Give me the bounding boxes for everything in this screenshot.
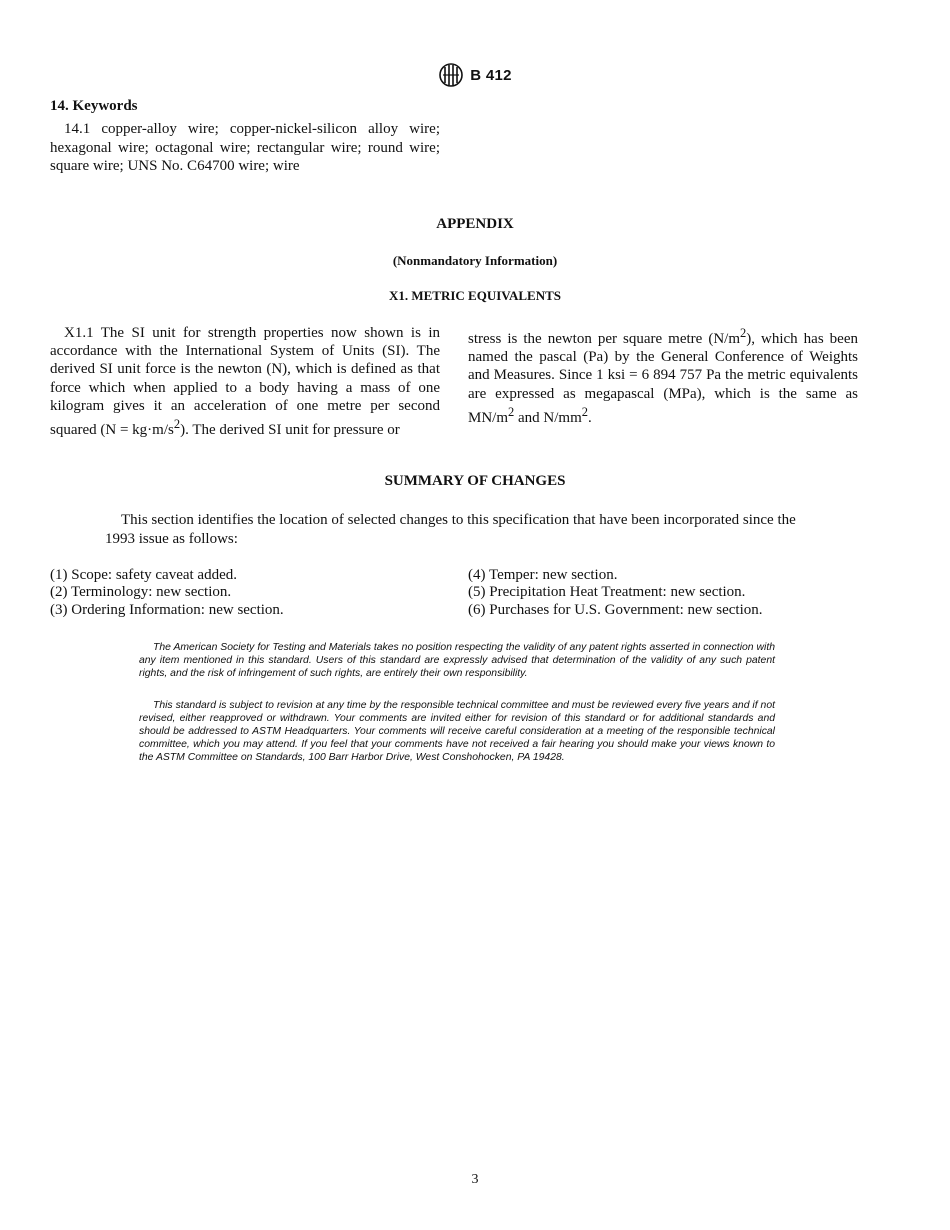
superscript: 2 [581,404,589,419]
metric-text-3: stress is the newton per square metre (N/m [468,331,740,347]
superscript: 2 [740,326,747,340]
page-header [0,62,950,88]
list-item: (5) Precipitation Heat Treatment: new section. [468,584,746,601]
revision-notice: This standard is subject to revision at any time by the responsible technical committee and must be reviewed every five years and if not revised, either reapproved or withdrawn. Your comments are invited either for revision of this standard or for additional standards and should be addressed to ASTM Headquarters. Your comments will receive careful consideration at a meeting of the responsible technical committee, which you may attend. If you feel that your comments have not received a fair hearing you should make your views known to the ASTM Committee on Standards, 100 Barr Harbor Drive, West Conshohocken, PA 19428. [139,700,775,763]
metric-paragraph-left [50,324,440,439]
changes-list [50,567,910,619]
superscript: 2 [508,404,515,419]
summary-of-changes-title: SUMMARY OF CHANGES [384,473,566,489]
appendix-title: APPENDIX [436,216,514,232]
patent-notice: The American Society for Testing and Materials takes no position respecting the validity of any patent rights asserted in connection with any item mentioned in this standard. Users of this standard are expressly advised that determination of the validity of any such patent rights, and the risk of infringement of such rights, are entirely their own responsibility. [139,642,775,679]
metric-text-4: ), which has been named the pascal (Pa) by the General Conference of Weights and Measures. Since 1 ksi = 6 894 757 Pa the metric equivalents are expressed as megapascal (MPa), which is the same as MN/m [468,331,858,426]
list-item: (1) Scope: safety caveat added. [50,567,237,583]
superscript: 2 [173,417,181,432]
standard-designation: B 412 [470,66,512,84]
list-item: (4) Temper: new section. [468,567,618,583]
list-item: (3) Ordering Information: new section. [50,601,284,618]
appendix-subtitle: (Nonmandatory Information) [392,253,558,268]
astm-logo-icon [438,62,464,88]
metric-paragraph-right [468,324,858,427]
page-number: 3 [471,1172,479,1187]
list-item: (6) Purchases for U.S. Government: new section. [468,601,763,618]
list-item: (2) Terminology: new section. [50,584,232,601]
metric-text-1: X1.1 The SI unit for strength properties now shown is in accordance with the International System of Units (SI). The derived SI unit force is the newton (N), which is defined as that force which when applied to a body having a mass of one kilogram gives it an acceleration of one metre per second squared (N = kg·m/s [50,325,440,439]
metric-equivalents-heading: X1. METRIC EQUIVALENTS [388,288,562,303]
metric-text-5: and N/mm [514,409,582,426]
keywords-text: 14.1 copper-alloy wire; copper-nickel-silicon alloy wire; hexagonal wire; octagonal wire; rectangular wire; round wire; square wire; UNS No. C64700 wire; wire [50,121,440,174]
metric-text-2: ). The derived SI unit for pressure or [180,422,400,439]
metric-text-6: . [588,409,592,426]
keywords-heading: 14. Keywords [50,98,138,114]
summary-intro: This section identifies the location of selected changes to this specification that have been incorporated since the 1993 issue as follows: [105,512,796,547]
